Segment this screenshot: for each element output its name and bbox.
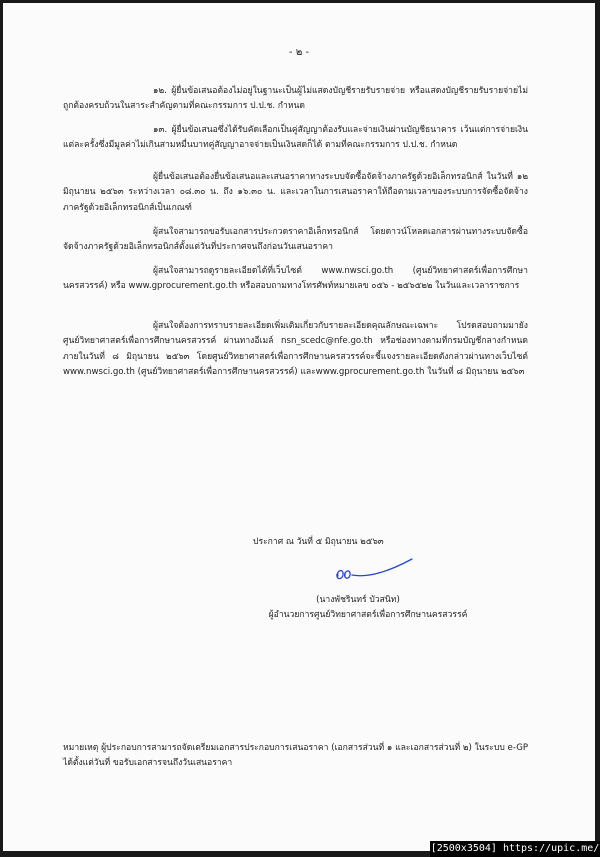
paragraph-download: ผู้สนใจสามารถขอรับเอกสารประกวดราคาอิเล็กทรอนิกส์ โดยดาวน์โหลดเอกสารผ่านทางระบบจัดซื้อจัดจ้างภาครัฐด้วยอิเล็กทรอนิกส์ตั้งแต่วันที่ประกาศจนถึงก่อนวันเสนอราคา [63,227,528,253]
page-number: - ๒ - [288,47,310,58]
paragraph-12: ๑๒. ผู้ยื่นข้อเสนอต้องไม่อยู่ในฐานะเป็นผู้ไม่แสดงบัญชีรายรับรายจ่าย หรือแสดงบัญชีรายรับรายจ่ายไม่ถูกต้องครบถ้วนในสาระสำคัญตามที่คณะกรรมการ ป.ป.ช. กำหนด [63,86,528,112]
paragraph-submission: ผู้ยื่นข้อเสนอต้องยื่นข้อเสนอและเสนอราคาทางระบบจัดซื้อจัดจ้างภาครัฐด้วยอิเล็กทรอนิกส์ ในวันที่ ๑๒ มิถุนายน ๒๕๖๓ ระหว่างเวลา ๐๘.๓๐ น. ถึง ๑๖.๓๐ น. และเวลาในการเสนอราคาให้ถือตามเวลาของระบบการจัดซื้อจัดจ้างภาครัฐด้วยอิเล็กทรอนิกส์เป็นเกณฑ์ [63,172,528,213]
paragraph-13: ๑๓. ผู้ยื่นข้อเสนอซึ่งได้รับคัดเลือกเป็นคู่สัญญาต้องรับและจ่ายเงินผ่านบัญชีธนาคาร เว้นแต่การจ่ายเงินแต่ละครั้งซึ่งมีมูลค่าไม่เกินสามหมื่นบาทคู่สัญญาอาจจ่ายเป็นเงินสดก็ได้ ตามที่คณะกรรมการ ป.ป.ช. กำหนด [63,125,528,151]
paragraph-website: ผู้สนใจสามารถดูรายละเอียดได้ที่เว็บไซต์ www.nwsci.go.th (ศูนย์วิทยาศาสตร์เพื่อการศึกษานครสวรรค์) หรือ www.gprocurement.go.th หรือสอบถามทางโทรศัพท์หมายเลข ๐๕๖ - ๒๕๖๕๒๒ ในวันและเวลาราชการ [63,266,528,292]
document-page [3,3,595,851]
signature-image [328,556,418,586]
image-source-caption: [2500x3504] https://upic.me/ [430,841,600,857]
footnote: หมายเหตุ ผู้ประกอบการสามารถจัดเตรียมเอกสารประกอบการเสนอราคา (เอกสารส่วนที่ ๑ และเอกสารส่วนที่ ๒) ในระบบ e-GP ได้ตั้งแต่วันที่ ขอรับเอกสารจนถึงวันเสนอราคา [63,743,529,769]
signer-title: ผู้อำนวยการศูนย์วิทยาศาสตร์เพื่อการศึกษานครสวรรค์ [268,610,468,620]
paragraph-inquiry: ผู้สนใจต้องการทราบรายละเอียดเพิ่มเติมเกี่ยวกับรายละเอียดคุณลักษณะเฉพาะ โปรดสอบถามมายังศูนย์วิทยาศาสตร์เพื่อการศึกษานครสวรรค์ ผ่านทางอีเมล์ nsn_scedc@nfe.go.th หรือช่องทางตามที่กรมบัญชีกลางกำหนด ภายในวันที่ ๘ มิถุนายน ๒๕๖๓ โดยศูนย์วิทยาศาสตร์เพื่อการศึกษานครสวรรค์จะชี้แจงรายละเอียดดังกล่าวผ่านทางเว็บไซต์ www.nwsci.go.th (ศูนย์วิทยาศาสตร์เพื่อการศึกษานครสวรรค์) และwww.gprocurement.go.th ในวันที่ ๘ มิถุนายน ๒๕๖๓ [63,321,528,378]
announce-date: ประกาศ ณ วันที่ ๕ มิถุนายน ๒๕๖๓ [253,537,384,547]
signer-name: (นางพัชรินทร์ บัวสนิท) [316,595,400,605]
